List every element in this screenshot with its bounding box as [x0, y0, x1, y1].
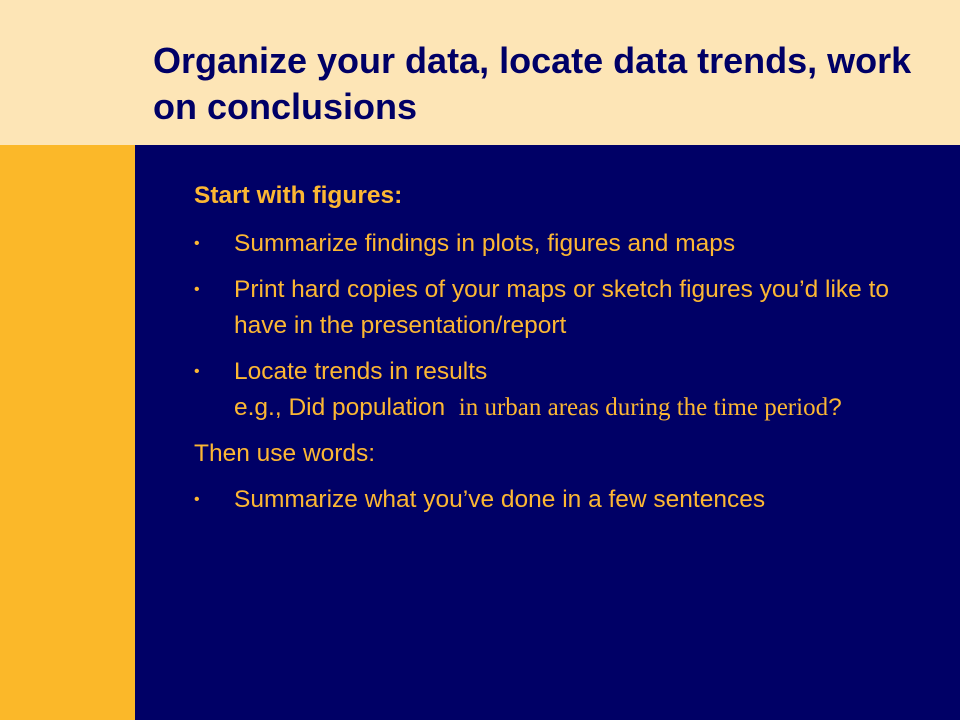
bullet-text: Summarize findings in plots, figures and maps [234, 230, 736, 257]
slide-body [194, 178, 934, 528]
bullet-text: Print hard copies of your maps or sketch figures you’d like to have in the presentation/report [234, 276, 890, 339]
bullet-text: Locate trends in results [234, 358, 488, 385]
bullet-dot: • [194, 363, 200, 380]
bullet-dot: • [194, 235, 200, 252]
bullet-text: Summarize what you’ve done in a few sentences [234, 486, 766, 513]
bullet-locate-trends [194, 354, 934, 426]
bullet-dot: • [194, 491, 200, 508]
bullet-summarize-findings [194, 226, 934, 262]
bullet-print-copies [194, 272, 934, 344]
section-heading-figures: Start with figures: [194, 182, 403, 209]
section-heading-words: Then use words: [194, 440, 376, 467]
example-text-serif: in urban areas during the time period [458, 394, 829, 421]
example-question-mark: ? [828, 394, 842, 421]
bullet-dot: • [194, 281, 200, 298]
bullet-summarize-work [194, 482, 934, 518]
example-text: e.g., Did population [234, 394, 446, 421]
header-corner-block [0, 0, 135, 145]
left-accent-bar [0, 145, 135, 720]
slide-title: Organize your data, locate data trends, work on conclusions [153, 40, 912, 127]
